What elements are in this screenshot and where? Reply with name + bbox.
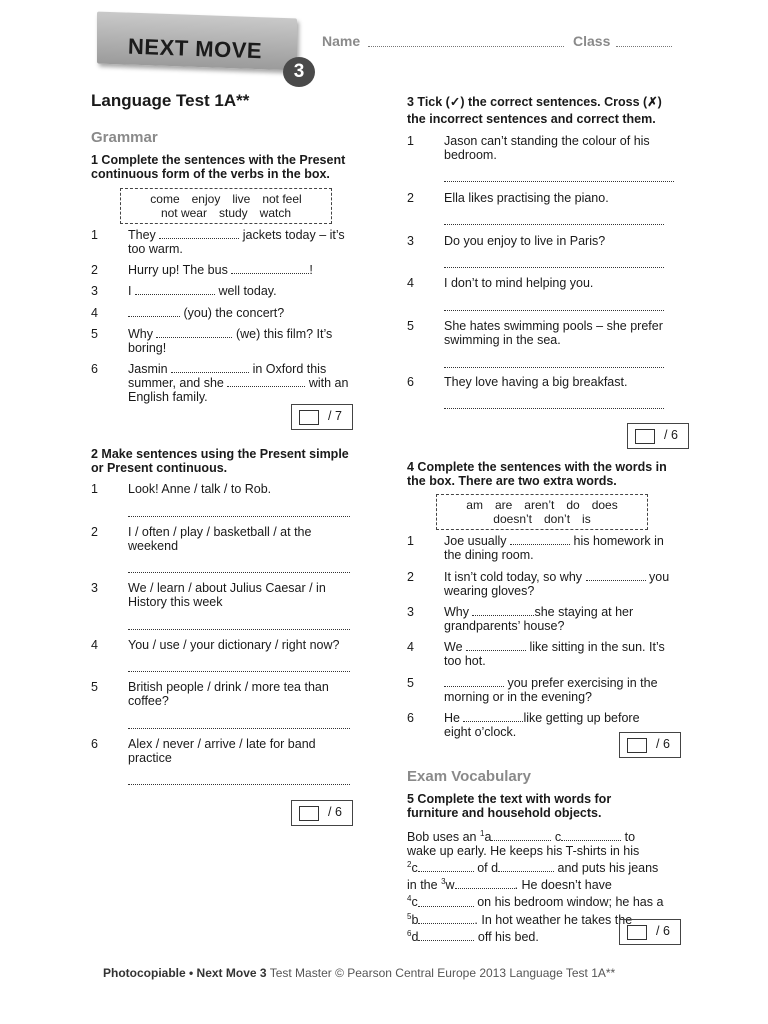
class-field[interactable] [616,46,672,47]
answer-blank[interactable] [128,306,180,317]
exercise-2-prompt: Look! Anne / talk / to Rob. [128,482,272,496]
exercise-2-prompt: I / often / play / basketball / at the weekend [128,525,312,553]
answer-blank[interactable] [561,830,621,841]
item-number: 1 [91,228,98,242]
item-number: 3 [91,581,98,595]
answer-blank[interactable] [418,896,474,907]
name-field[interactable] [368,46,564,47]
answer-blank[interactable] [418,930,474,941]
score-total: / 6 [656,924,670,938]
exam-vocabulary-heading: Exam Vocabulary [407,768,531,785]
box-word: not wear [160,206,207,220]
item-number: 4 [91,638,98,652]
exercise-3-sentence: They love having a big breakfast. [444,375,628,389]
answer-line[interactable] [444,180,674,182]
name-label: Name [322,33,361,49]
item-number: 1 [407,134,414,148]
exercise-1-item: They jackets today – it’s too warm. [128,228,345,256]
item-number: 2 [407,570,414,584]
item-number: 4 [407,640,414,654]
exercise-5-instruction: 5 Complete the text with words for furniture and household objects. [407,792,612,820]
answer-line[interactable] [444,366,664,368]
answer-blank[interactable] [135,284,215,295]
item-number: 1 [91,482,98,496]
answer-blank[interactable] [510,534,570,545]
score-square[interactable] [627,738,647,753]
exercise-3-sentence: Jason can’t standing the colour of his bedroom. [444,134,650,162]
exercise-1-word-box [120,188,332,224]
exercise-2-prompt: You / use / your dictionary / right now? [128,638,340,652]
score-total: / 6 [328,805,342,819]
exercise-4-item: you prefer exercising in the morning or in the evening? [444,676,658,704]
box-word: does [591,498,618,512]
exercise-1-item: I well today. [128,284,277,298]
exercise-4-word-box [436,494,648,530]
answer-blank[interactable] [455,878,515,889]
grammar-heading: Grammar [91,129,158,146]
class-label: Class [573,33,611,49]
answer-blank[interactable] [231,263,309,274]
box-word: don’t [544,512,571,526]
box-word: doesn’t [493,512,532,526]
exercise-3-sentence: She hates swimming pools – she prefer swimming in the sea. [444,319,663,347]
item-number: 6 [407,375,414,389]
answer-blank[interactable] [466,640,526,651]
box-word: am [466,498,483,512]
answer-line[interactable] [128,515,350,517]
box-word: aren’t [524,498,555,512]
exercise-2-instruction: 2 Make sentences using the Present simple or Present continuous. [91,447,349,475]
score-square[interactable] [299,410,319,425]
box-word: is [582,512,591,526]
exercise-4-item: Joe usually his homework in the dining room. [444,534,664,562]
box-word: not feel [262,192,302,206]
item-number: 3 [91,284,98,298]
item-number: 3 [407,234,414,248]
item-number: 6 [407,711,414,725]
answer-blank[interactable] [156,327,232,338]
item-number: 2 [91,263,98,277]
item-number: 5 [91,327,98,341]
answer-blank[interactable] [418,861,474,872]
score-square[interactable] [299,806,319,821]
answer-blank[interactable] [159,228,239,239]
exercise-4-instruction: 4 Complete the sentences with the words in the box. There are two extra words. [407,460,667,488]
item-number: 4 [91,306,98,320]
exercise-1-instruction: 1 Complete the sentences with the Present continuous form of the verbs in the box. [91,153,346,181]
answer-blank[interactable] [491,830,551,841]
box-word: come [150,192,180,206]
score-total: / 6 [664,428,678,442]
exercise-4-item: It isn’t cold today, so why you wearing gloves? [444,570,670,598]
score-total: / 7 [328,409,342,423]
exercise-1-item: Why (we) this film? It’s boring! [128,327,333,355]
box-word: live [232,192,251,206]
answer-line[interactable] [128,670,350,672]
exercise-4-item: Why she staying at her grandparents’ house? [444,605,634,633]
page-title: Language Test 1A** [91,91,250,110]
score-square[interactable] [635,429,655,444]
score-box [619,732,681,758]
item-number: 6 [91,362,98,376]
exercise-4-item: He like getting up before eight o’clock. [444,711,640,739]
exercise-4-item: We like sitting in the sun. It’s too hot. [444,640,665,668]
box-word: are [494,498,513,512]
logo-text: NEXT MOVE [127,33,263,64]
exercise-3-sentence: Ella likes practising the piano. [444,191,609,205]
item-number: 6 [91,737,98,751]
item-number: 4 [407,276,414,290]
exercise-3-instruction: 3 Tick (✓) the correct sentences. Cross (✗) the incorrect sentences and correct them. [407,95,662,126]
score-total: / 6 [656,737,670,751]
exercise-5-text: Bob uses an $^1$a c to wake up early. He keeps his T-shirts in his $^2$c of d and puts his jeans in the $^3$w . He doesn’t have $^4$c on his bedroom window; he has a $^5$b . In hot weather he takes the $^6$d off his bed. [407,829,664,944]
item-number: 5 [91,680,98,694]
answer-line[interactable] [444,266,664,268]
answer-line[interactable] [128,783,350,785]
exercise-2-prompt: British people / drink / more tea than coffee? [128,680,329,708]
item-number: 1 [407,534,414,548]
exercise-3-sentence: Do you enjoy to live in Paris? [444,234,606,248]
item-number: 2 [91,525,98,539]
exercise-2-prompt: Alex / never / arrive / late for band practice [128,737,316,765]
exercise-1-item: (you) the concert? [128,306,368,320]
answer-blank[interactable] [171,362,249,373]
score-square[interactable] [627,925,647,940]
box-word: enjoy [191,192,221,206]
score-box [291,404,353,430]
item-number: 5 [407,676,414,690]
exercise-2-prompt: We / learn / about Julius Caesar / in History this week [128,581,326,609]
answer-blank[interactable] [586,570,646,581]
item-number: 2 [407,191,414,205]
exercise-3-sentence: I don’t to mind helping you. [444,276,594,290]
answer-blank[interactable] [444,676,504,687]
logo-number-badge: 3 [283,57,315,87]
answer-blank[interactable] [472,605,534,616]
score-box [627,423,689,449]
score-box [291,800,353,826]
answer-blank[interactable] [498,861,554,872]
item-number: 3 [407,605,414,619]
answer-line[interactable] [444,223,664,225]
exercise-1-item: Jasmin in Oxford this summer, and she with an English family. [128,362,349,404]
answer-line[interactable] [128,727,350,729]
answer-line[interactable] [444,407,664,409]
score-box [619,919,681,945]
answer-line[interactable] [128,628,350,630]
answer-blank[interactable] [463,711,523,722]
answer-blank[interactable] [227,376,305,387]
exercise-1-item: Hurry up! The bus ! [128,263,313,277]
item-number: 5 [407,319,414,333]
box-word: watch [259,206,292,220]
answer-line[interactable] [128,571,350,573]
box-word: study [218,206,248,220]
answer-line[interactable] [444,309,664,311]
box-word: do [566,498,580,512]
page-footer: Photocopiable • Next Move 3 Test Master © Pearson Central Europe 2013 Language Test 1A** [103,966,616,980]
answer-blank[interactable] [418,913,474,924]
